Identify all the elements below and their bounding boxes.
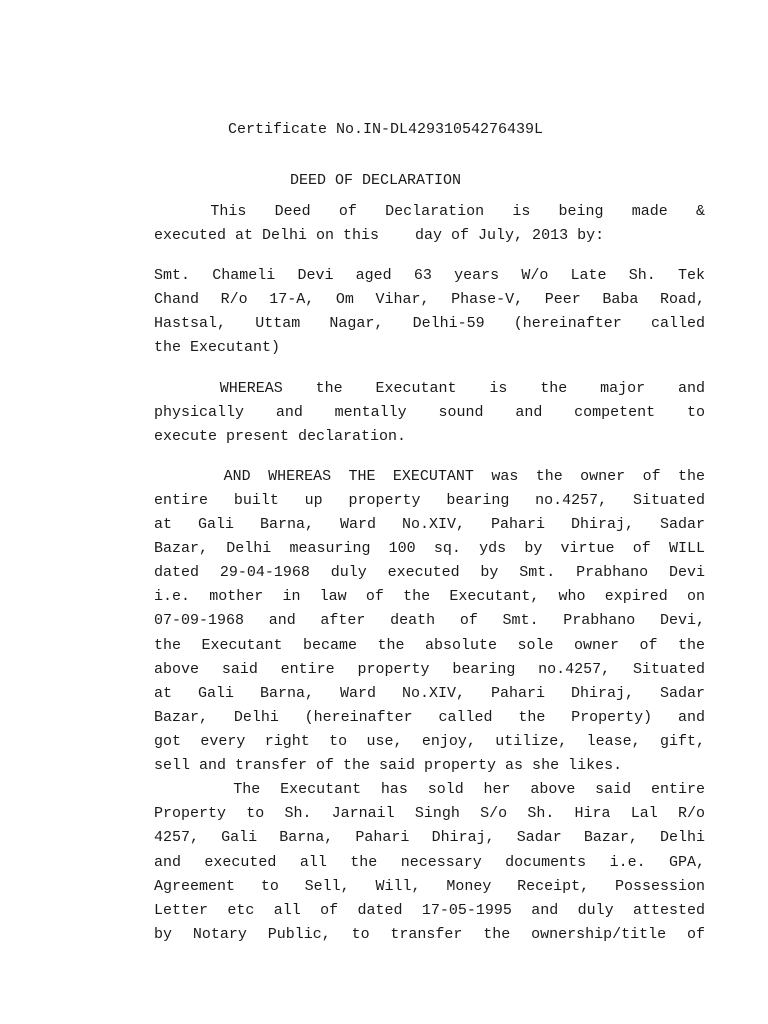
paragraph-line: Smt. Chameli Devi aged 63 years W/o Late Sh. Tek — [154, 267, 705, 284]
paragraph-line: WHEREAS the Executant is the major and — [154, 380, 705, 397]
paragraph-line: i.e. mother in law of the Executant, who expired on — [154, 588, 705, 605]
paragraph-line: the Executant) — [154, 339, 281, 356]
paragraph-line: executed at Delhi on this day of July, 2013 by: — [154, 227, 605, 244]
paragraph-line: execute present declaration. — [154, 428, 407, 445]
paragraph-line: dated 29-04-1968 duly executed by Smt. Prabhano Devi — [154, 564, 705, 581]
paragraph-line: Bazar, Delhi (hereinafter called the Property) and — [154, 709, 705, 726]
document-title: DEED OF DECLARATION — [290, 172, 462, 189]
paragraph-line: at Gali Barna, Ward No.XIV, Pahari Dhiraj, Sadar — [154, 516, 705, 533]
paragraph-line: Property to Sh. Jarnail Singh S/o Sh. Hira Lal R/o — [154, 805, 705, 822]
paragraph-line: 07-09-1968 and after death of Smt. Prabhano Devi, — [154, 612, 705, 629]
paragraph-line: The Executant has sold her above said entire — [154, 781, 705, 798]
paragraph-line: got every right to use, enjoy, utilize, lease, gift, — [154, 733, 705, 750]
paragraph-line: Bazar, Delhi measuring 100 sq. yds by virtue of WILL — [154, 540, 705, 557]
paragraph-line: Letter etc all of dated 17-05-1995 and duly attested — [154, 902, 705, 919]
paragraph-line: by Notary Public, to transfer the ownership/title of — [154, 926, 705, 943]
paragraph-line: and executed all the necessary documents i.e. GPA, — [154, 854, 705, 871]
paragraph-line: Chand R/o 17-A, Om Vihar, Phase-V, Peer Baba Road, — [154, 291, 705, 308]
paragraph-line: sell and transfer of the said property as she likes. — [154, 757, 623, 774]
paragraph-line: entire built up property bearing no.4257, Situated — [154, 492, 705, 509]
paragraph-line: Hastsal, Uttam Nagar, Delhi-59 (hereinafter called — [154, 315, 705, 332]
paragraph-line: the Executant became the absolute sole owner of the — [154, 637, 705, 654]
paragraph-line: This Deed of Declaration is being made & — [154, 203, 705, 220]
certificate-number: Certificate No.IN-DL42931054276439L — [228, 121, 544, 138]
paragraph-line: AND WHEREAS THE EXECUTANT was the owner of the — [154, 468, 705, 485]
paragraph-line: at Gali Barna, Ward No.XIV, Pahari Dhiraj, Sadar — [154, 685, 705, 702]
paragraph-line: above said entire property bearing no.4257, Situated — [154, 661, 705, 678]
paragraph-line: 4257, Gali Barna, Pahari Dhiraj, Sadar Bazar, Delhi — [154, 829, 705, 846]
paragraph-line: physically and mentally sound and competent to — [154, 404, 705, 421]
paragraph-line: Agreement to Sell, Will, Money Receipt, Possession — [154, 878, 705, 895]
